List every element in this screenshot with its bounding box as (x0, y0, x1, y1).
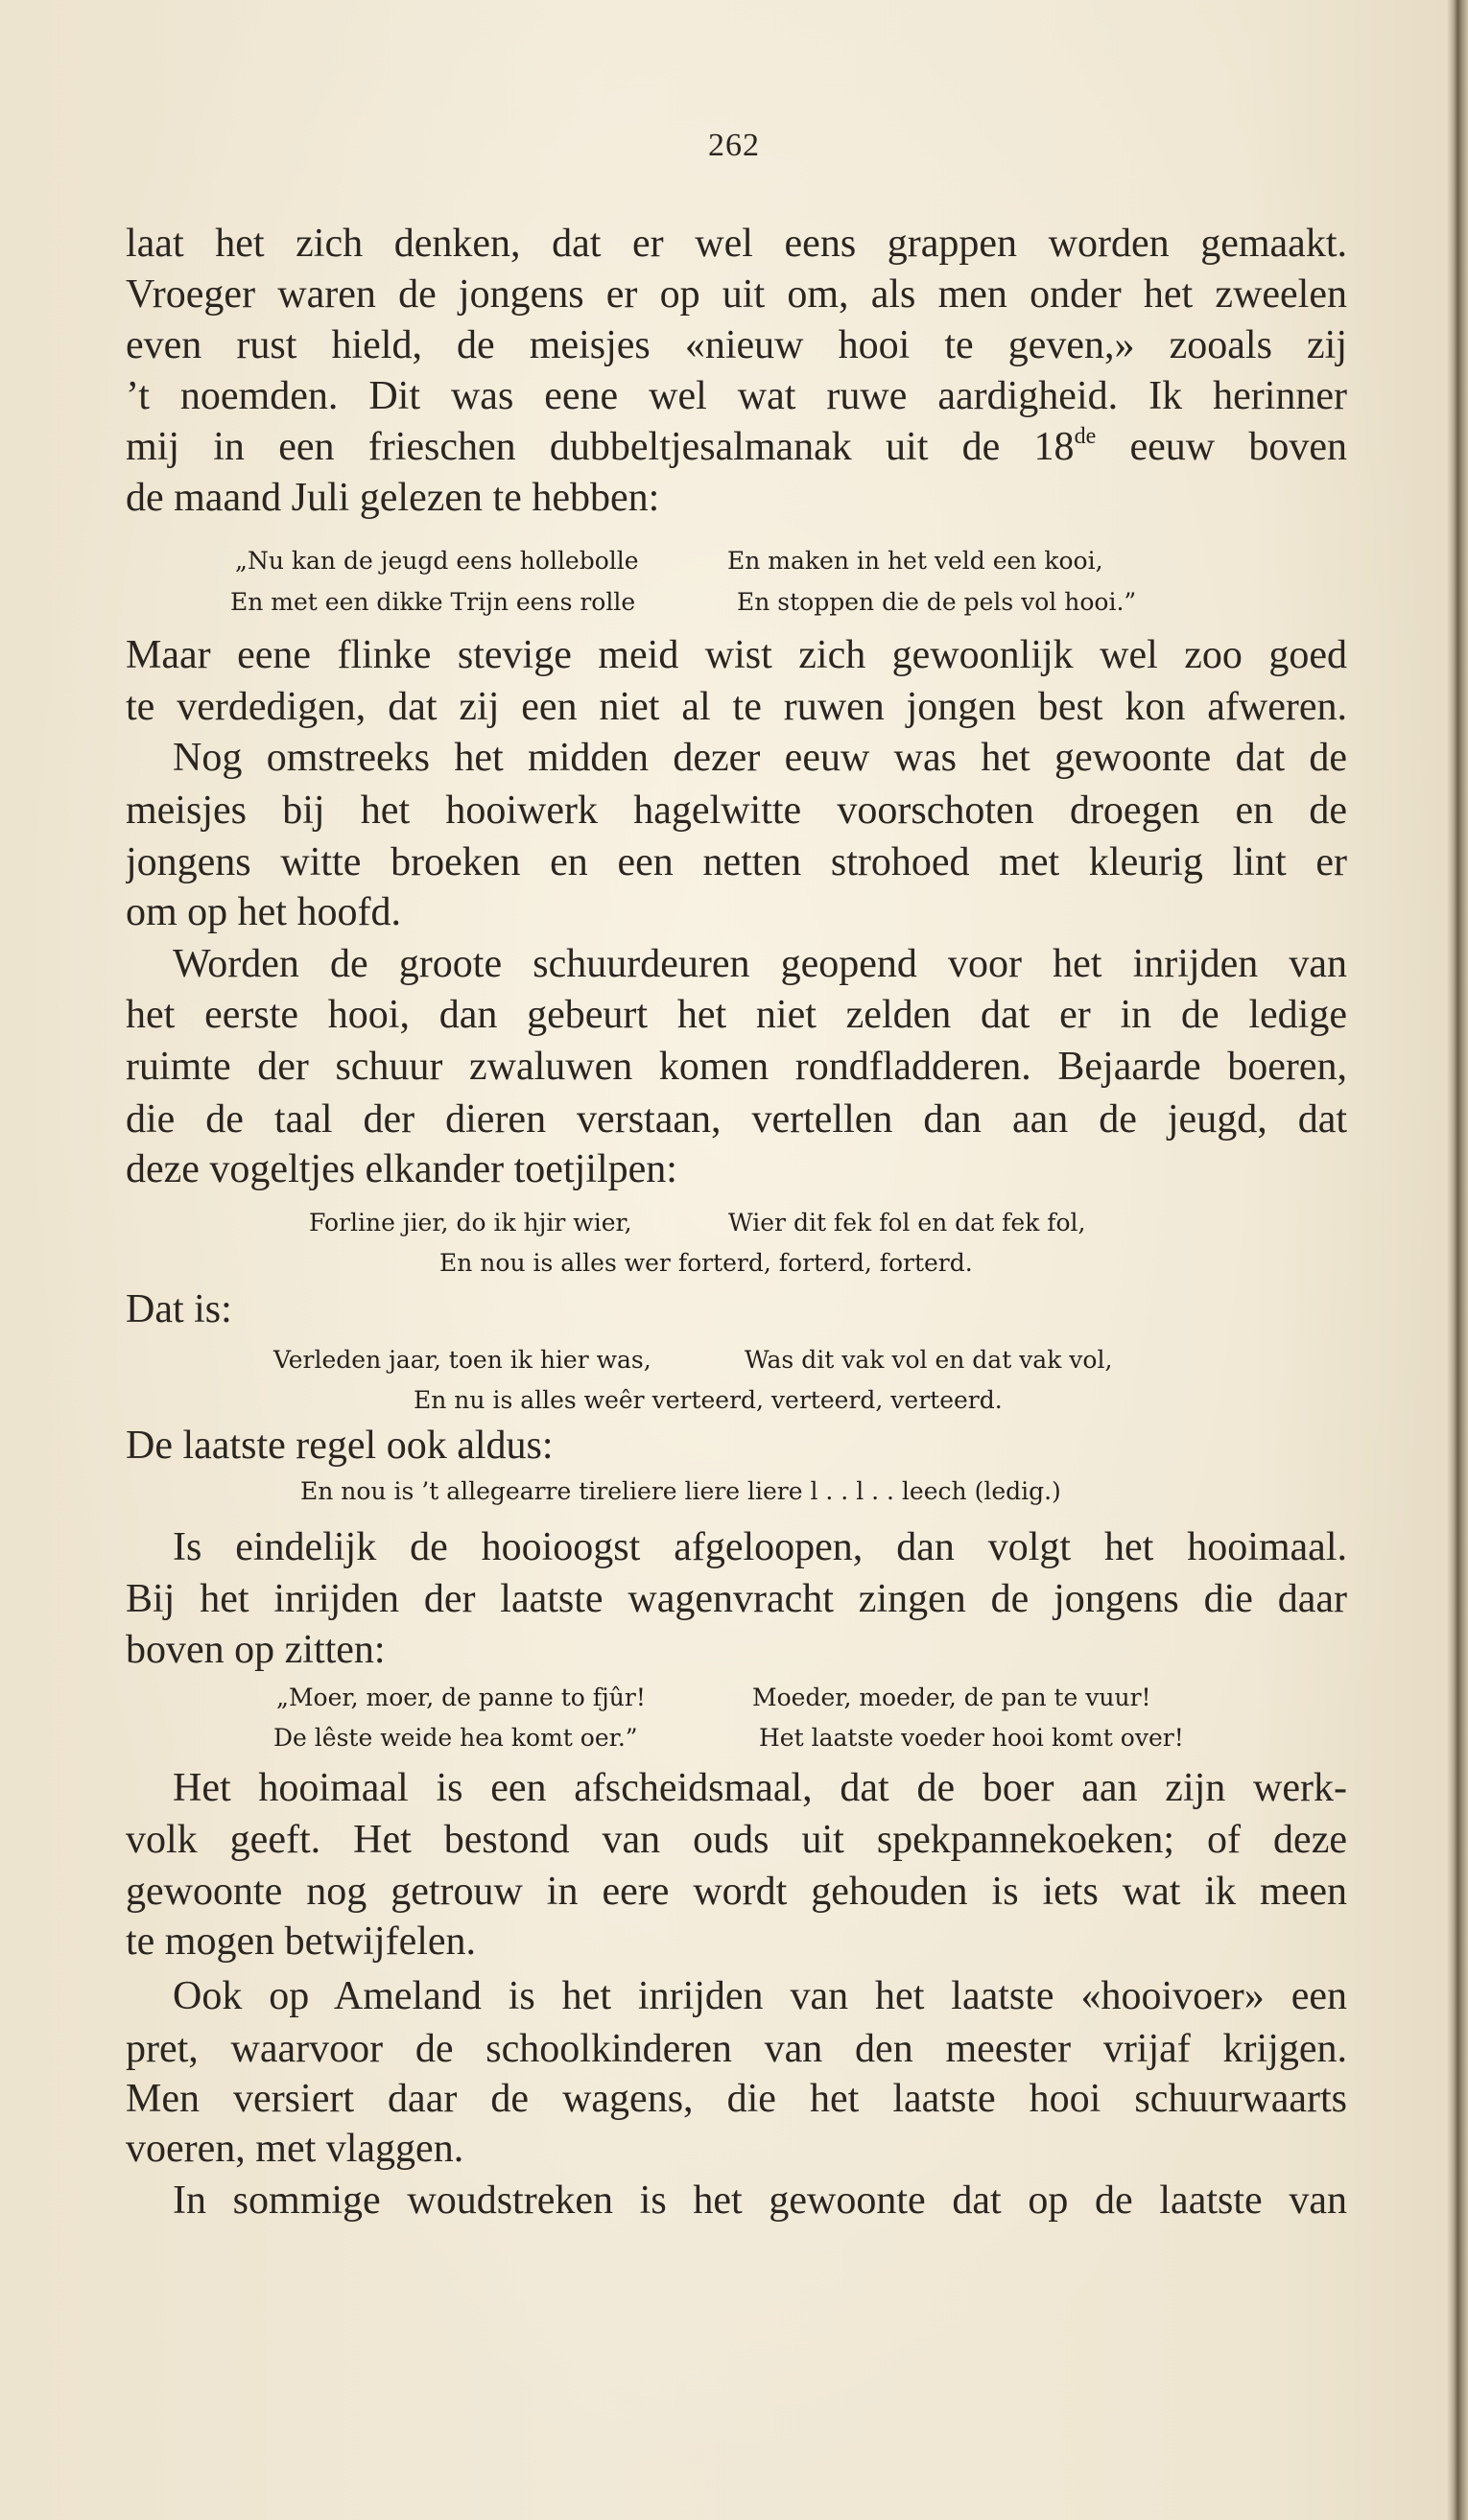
verse-left-column: „Moer, moer, de panne to fjûr! (276, 1684, 646, 1711)
verse-line (0, 1384, 1468, 1417)
paragraph-line: volk geeft. Het bestond van ouds uit spekpannekoeken; of deze (126, 1818, 1347, 1862)
superscript: de (1074, 424, 1097, 449)
paragraph-line: even rust hield, de meisjes «nieuw hooi te geven,» zooals zij (126, 323, 1347, 367)
paragraph-line: Ook op Ameland is het inrijden van het laatste «hooivoer» een (173, 1974, 1347, 2018)
paragraph-line: Worden de groote schuurdeuren geopend voor het inrijden van (173, 942, 1347, 986)
paragraph-line (126, 422, 1347, 473)
verse-line (0, 586, 1468, 619)
verse-left-column: De lêste weide hea komt oer.” (273, 1724, 638, 1752)
paragraph-line: om op het hoofd. (126, 890, 401, 934)
paragraph-line: boven op zitten: (126, 1628, 386, 1672)
paragraph-line: Bij het inrijden der laatste wagenvracht zingen de jongens die daar (126, 1577, 1347, 1621)
verse-line (0, 1207, 1468, 1239)
paragraph-line: Maar eene flinke stevige meid wist zich gewoonlijk wel zoo goed (126, 633, 1347, 677)
verse-line (0, 1344, 1468, 1377)
paragraph-line: De laatste regel ook aldus: (126, 1424, 554, 1468)
verse-right-column: En stoppen die de pels vol hooi.” (737, 588, 1137, 616)
paragraph-line: de maand Juli gelezen te hebben: (126, 476, 660, 520)
verse-line (0, 1247, 1468, 1280)
paragraph-line: Vroeger waren de jongens er op uit om, als men onder het zweelen (126, 272, 1347, 317)
verse-text: En nu is alles weêr verteerd, verteerd, verteerd. (414, 1386, 1003, 1414)
verse-left-column: Verleden jaar, toen ik hier was, (273, 1346, 651, 1374)
line-text: eeuw boven (1096, 425, 1347, 469)
verse-right-column: En maken in het veld een kooi, (727, 547, 1103, 575)
paragraph-line: pret, waarvoor de schoolkinderen van den meester vrijaf krijgen. (126, 2027, 1347, 2071)
paragraph-line: die de taal der dieren verstaan, vertellen dan aan de jeugd, dat (126, 1097, 1347, 1142)
paragraph-line: laat het zich denken, dat er wel eens grappen worden gemaakt. (126, 222, 1347, 266)
paragraph-line: voeren, met vlaggen. (126, 2127, 464, 2171)
verse-line (0, 1682, 1468, 1714)
paragraph-line: gewoonte nog getrouw in eere wordt gehouden is iets wat ik meen (126, 1870, 1347, 1914)
paragraph-line: ruimte der schuur zwaluwen komen rondfladderen. Bejaarde boeren, (126, 1045, 1347, 1089)
paragraph-line: In sommige woudstreken is het gewoonte dat op de laatste van (173, 2179, 1347, 2223)
paragraph-line: te verdedigen, dat zij een niet al te ruwen jongen best kon afweren. (126, 685, 1347, 729)
paragraph-line: Is eindelijk de hooioogst afgeloopen, dan volgt het hooimaal. (173, 1525, 1347, 1569)
verse-text: En nou is alles wer forterd, forterd, forterd. (439, 1249, 973, 1277)
paragraph-line: Men versiert daar de wagens, die het laatste hooi schuurwaarts (126, 2077, 1347, 2121)
paragraph-line: het eerste hooi, dan gebeurt het niet zelden dat er in de ledige (126, 993, 1347, 1037)
verse-left-column: „Nu kan de jeugd eens hollebolle (235, 547, 639, 575)
verse-right-column: Het laatste voeder hooi komt over! (759, 1724, 1184, 1752)
paragraph-line: te mogen betwijfelen. (126, 1919, 477, 1964)
paragraph-line: Dat is: (126, 1287, 232, 1331)
line-text: mij in een frieschen dubbeltjesalmanak uit de 18 (126, 425, 1075, 469)
verse-line (0, 1722, 1468, 1755)
paragraph-line: Nog omstreeks het midden dezer eeuw was het gewoonte dat de (173, 736, 1347, 780)
verse-right-column: Moeder, moeder, de pan te vuur! (752, 1684, 1151, 1711)
paragraph-line: meisjes bij het hooiwerk hagelwitte voorschoten droegen en de (126, 789, 1347, 833)
verse-line (0, 545, 1468, 577)
verse-text: En nou is ’t allegearre tireliere liere liere l . . l . . leech (ledig.) (300, 1477, 1061, 1505)
verse-line (0, 1475, 1468, 1508)
verse-right-column: Wier dit fek fol en dat fek fol, (728, 1209, 1086, 1236)
paragraph-line: ’t noemden. Dit was eene wel wat ruwe aardigheid. Ik herinner (126, 374, 1347, 418)
paragraph-line: jongens witte broeken en een netten strohoed met kleurig lint er (126, 840, 1347, 884)
verse-left-column: Forline jier, do ik hjir wier, (309, 1209, 632, 1236)
verse-right-column: Was dit vak vol en dat vak vol, (745, 1346, 1113, 1374)
verse-left-column: En met een dikke Trijn eens rolle (230, 588, 636, 616)
page-number: 262 (708, 128, 760, 163)
page-edge (1447, 0, 1468, 2520)
paragraph-line: Het hooimaal is een afscheidsmaal, dat de boer aan zijn werk- (173, 1766, 1347, 1810)
paragraph-line: deze vogeltjes elkander toetjilpen: (126, 1147, 677, 1191)
